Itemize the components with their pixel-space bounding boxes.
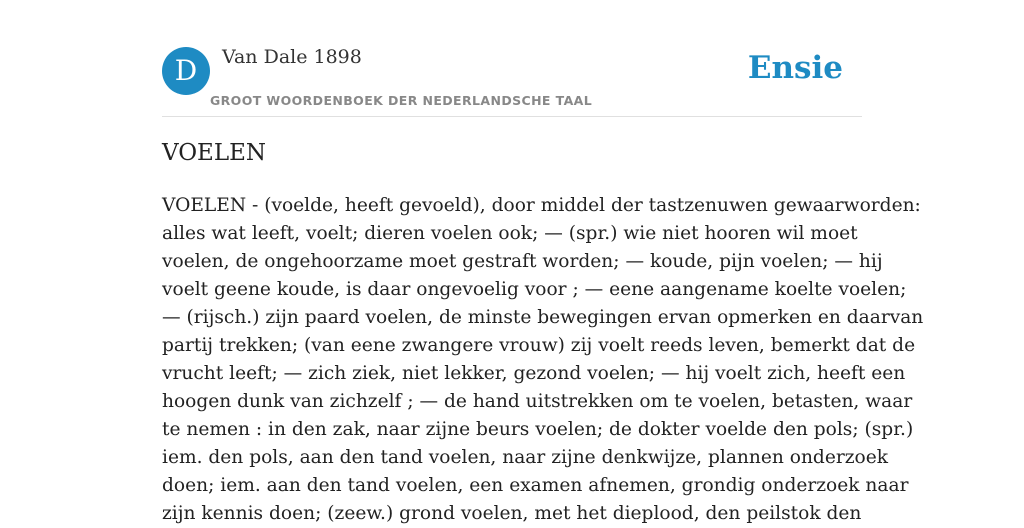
definition-line: VOELEN - (voelde, heeft gevoeld), door middel der tastzenuwen gewaarworden: [162,195,921,216]
definition-line: voelt geene koude, is daar ongevoelig voor ; — eene aangename koelte voelen; [162,279,907,300]
brand-logo[interactable]: Ensie [747,50,843,86]
definition-line: te nemen : in den zak, naar zijne beurs voelen; de dokter voelde den pols; (spr.) [162,419,914,440]
definition-line: doen; iem. aan den tand voelen, een examen afnemen, grondig onderzoek naar [162,475,909,496]
entry-definition [162,192,924,528]
entry-headword: VOELEN [162,140,267,166]
definition-line: iem. den pols, aan den tand voelen, naar zijne denkwijze, plannen onderzoek [162,447,888,468]
dictionary-subtitle: GROOT WOORDENBOEK DER NEDERLANDSCHE TAAL [210,93,593,108]
dictionary-logo[interactable]: D [162,47,210,95]
definition-line: hoogen dunk van zichzelf ; — de hand uitstrekken om te voelen, betasten, waar [162,391,913,412]
definition-line: vrucht leeft; — zich ziek, niet lekker, gezond voelen; — hij voelt zich, heeft een [162,363,906,384]
definition-line: alles wat leeft, voelt; dieren voelen ook; — (spr.) wie niet hooren wil moet [162,223,858,244]
definition-line: voelen, de ongehoorzame moet gestraft worden; — koude, pijn voelen; — hij [162,251,883,272]
definition-line: partij trekken; (van eene zwangere vrouw) zij voelt reeds leven, bemerkt dat de [162,335,916,356]
dictionary-title[interactable]: Van Dale 1898 [222,46,362,68]
site-header [162,0,862,117]
definition-line: — (rijsch.) zijn paard voelen, de minste bewegingen ervan opmerken en daarvan [162,307,924,328]
definition-line: zijn kennis doen; (zeew.) grond voelen, met het dieplood, den peilstok den [162,503,862,524]
